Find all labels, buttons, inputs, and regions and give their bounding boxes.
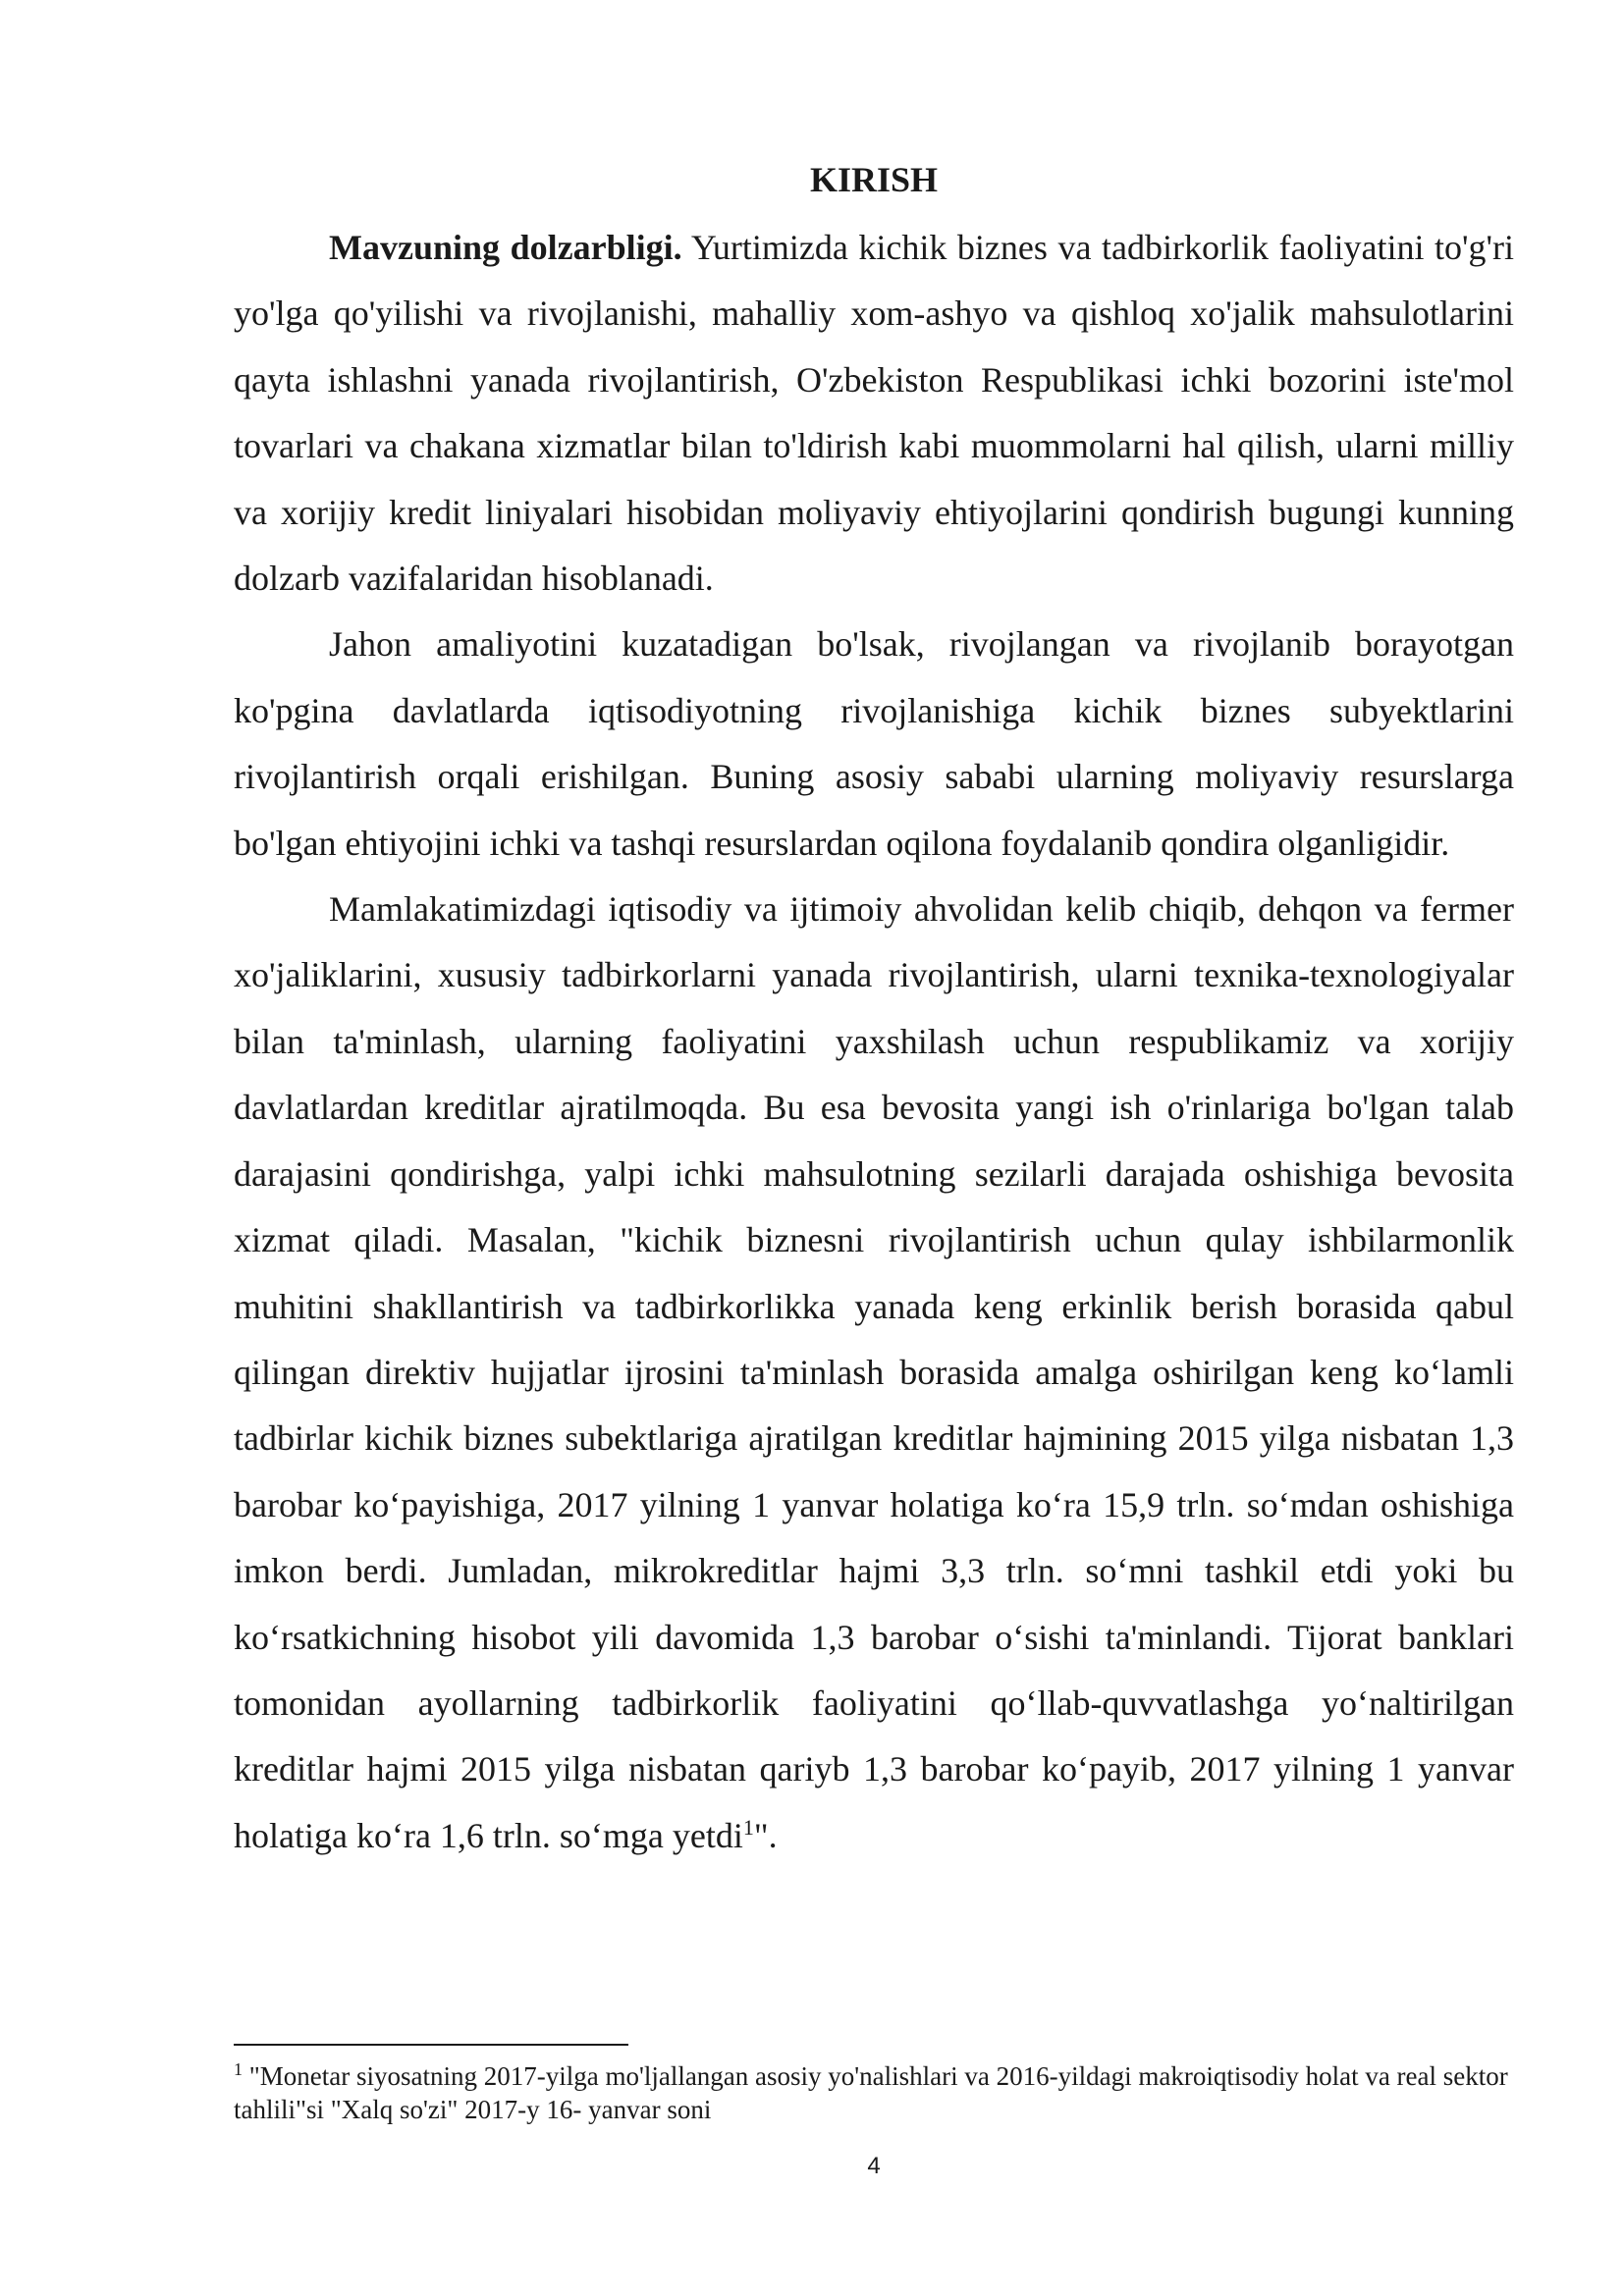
body-text [234, 215, 1514, 1869]
footnote-separator [234, 2044, 628, 2046]
paragraph-text: Jahon amaliyotini kuzatadigan bo'lsak, rivojlangan va rivojlanib borayotgan ko'pgina davlatlarda iqtisodiyotning rivojlanishiga kichik biznes subyektlarini rivojlantirish orqali erishilgan. Buning asosiy sababi ularning moliyaviy resurslarga bo'lgan ehtiyojini ichki va tashqi resurslardan oqilona foydalanib qondira olganligidir. [234, 624, 1514, 863]
footnote-text: "Monetar siyosatning 2017-yilga mo'ljallangan asosiy yo'nalishlari va 2016-yildagi makroiqtisodiy holat va real sektor tahlili"si "Xalq so'zi" 2017-y 16- yanvar soni [234, 2061, 1508, 2124]
paragraph-text: Yurtimizda kichik biznes va tadbirkorlik faoliyatini to'g'ri yo'lga qo'yilishi va rivojlanishi, mahalliy xom-ashyo va qishloq xo'jalik mahsulotlarini qayta ishlashni yanada rivojlantirish, O'zbekiston Respublikasi ichki bozorini iste'mol tovarlari va chakana xizmatlar bilan to'ldirish kabi muommolarni hal qilish, ularni milliy va xorijiy kredit liniyalari hisobidan moliyaviy ehtiyojlarini qondirish bugungi kunning dolzarb vazifalaridan hisoblanadi. [234, 228, 1515, 599]
footnote-reference[interactable]: 1 [742, 1814, 754, 1840]
paragraph-relevance [234, 215, 1514, 612]
page-number: 4 [867, 2153, 881, 2179]
paragraph-text: Mamlakatimizdagi iqtisodiy va ijtimoiy ahvolidan kelib chiqib, dehqon va fermer xo'jaliklarini, xususiy tadbirkorlarni yanada rivojlantirish, ularni texnika-texnologiyalar bilan ta'minlash, ularning faoliyatini yaxshilash uchun respublikamiz va xorijiy davlatlardan kreditlar ajratilmoqda. Bu esa bevosita yangi ish o'rinlariga bo'lgan talab darajasini qondirishga, yalpi ichki mahsulotning sezilarli darajada oshishiga bevosita xizmat qiladi. Masalan, "kichik biznesni rivojlantirish uchun qulay ishbilarmonlik muhitini shakllantirish va tadbirkorlikka yanada keng erkinlik berish borasida qabul qilingan direktiv hujjatlar ijrosini ta'minlash borasida amalga oshirilgan keng ko‘lamli tadbirlar kichik biznes subektlariga ajratilgan kreditlar hajmining 2015 yilga nisbatan 1,3 barobar ko‘payishiga, 2017 yilning 1 yanvar holatiga ko‘ra 15,9 trln. so‘mdan oshishiga imkon berdi. Jumladan, mikrokreditlar hajmi 3,3 trln. so‘mni tashkil etdi yoki bu ko‘rsatkichning hisobot yili davomida 1,3 barobar o‘sishi ta'minlandi. Tijorat banklari tomonidan ayollarning tadbirkorlik faoliyatini qo‘llab-quvvatlashga yo‘naltirilgan kreditlar hajmi 2015 yilga nisbatan qariyb 1,3 barobar ko‘payib, 2017 yilning 1 yanvar holatiga ko‘ra 1,6 trln. so‘mga yetdi [234, 889, 1514, 1855]
paragraph-world-practice [234, 612, 1514, 877]
paragraph-national-economy [234, 877, 1514, 1869]
footnote [234, 2059, 1514, 2126]
footnote-marker: 1 [234, 2059, 243, 2079]
section-title: KIRISH [809, 160, 939, 199]
paragraph-tail-text: ". [753, 1815, 778, 1855]
paragraph-lead-heading: Mavzuning dolzarbligi. [329, 228, 682, 267]
